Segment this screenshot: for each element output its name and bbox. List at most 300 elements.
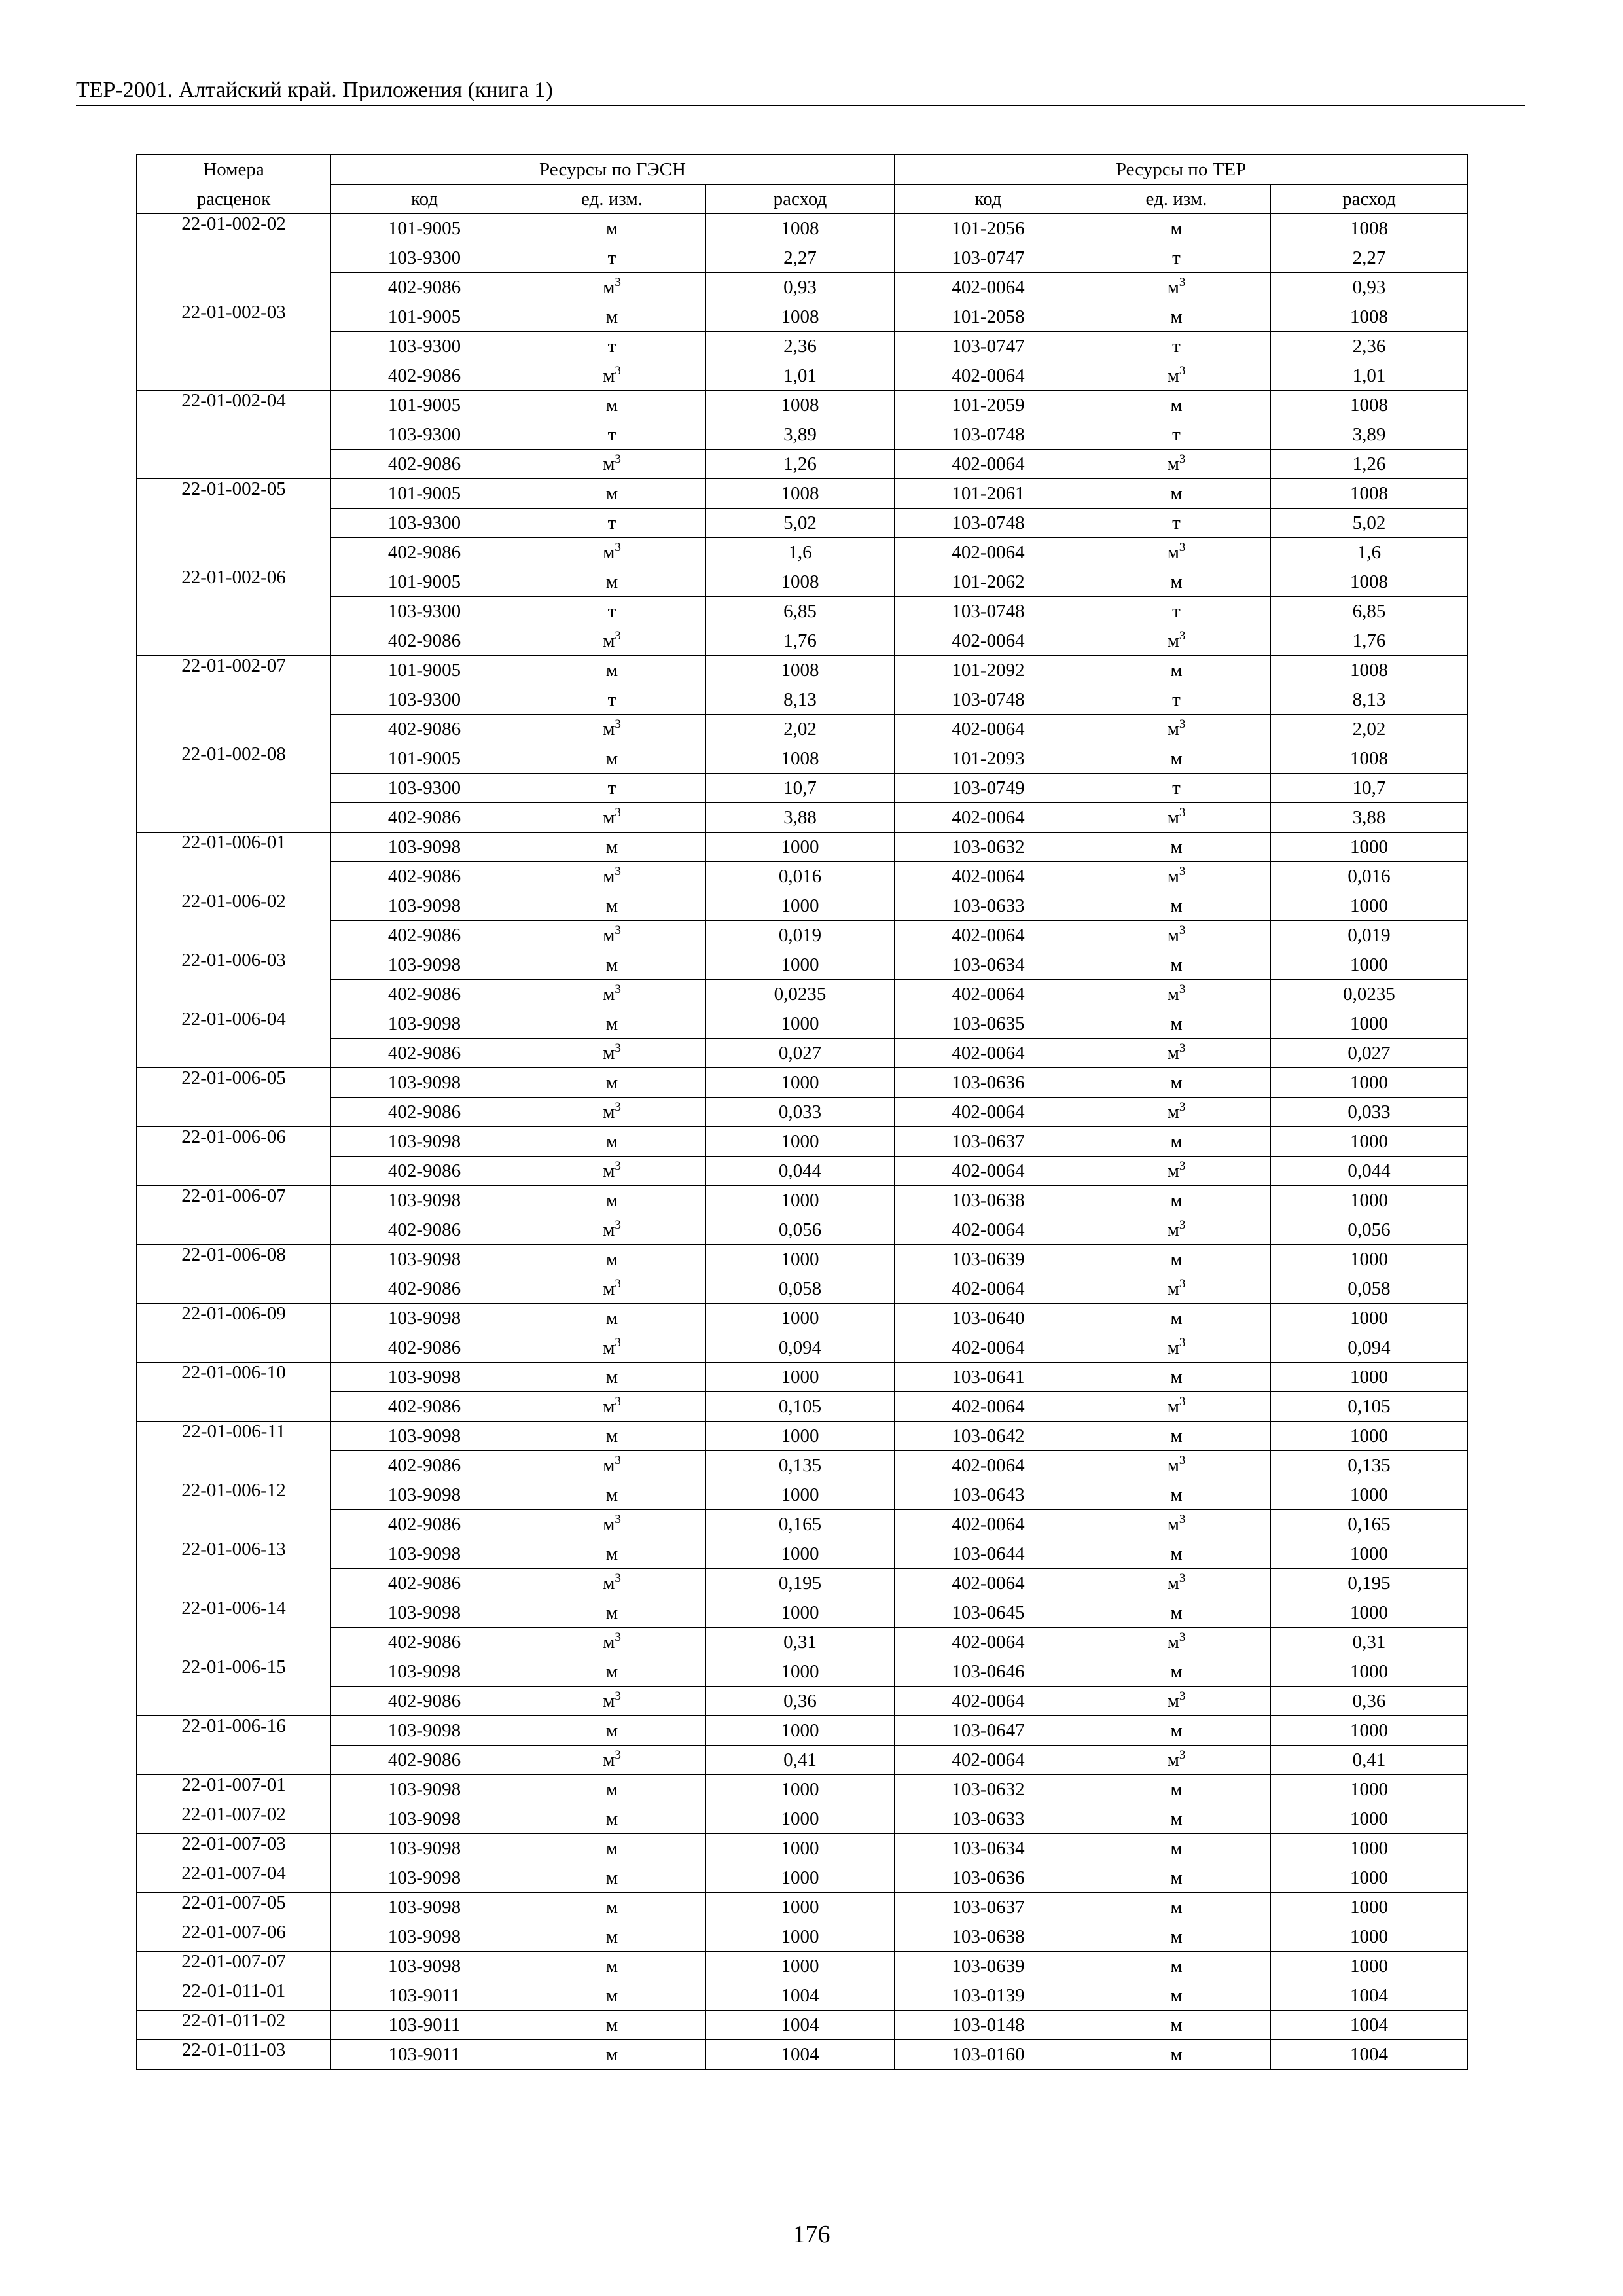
gesn-unit-cell: м [518, 2011, 706, 2040]
gesn-amount-cell: 1000 [706, 1127, 895, 1157]
ter-unit-cell: м [1082, 1245, 1271, 1274]
header-ter-amount: расход [1271, 185, 1468, 214]
gesn-unit-cell: м [518, 1657, 706, 1687]
header-gesn-amount: расход [706, 185, 895, 214]
gesn-amount-cell: 0,033 [706, 1098, 895, 1127]
ter-code-cell: 402-0064 [895, 1451, 1082, 1480]
gesn-unit-cell: м [518, 1245, 706, 1274]
table-row [137, 1480, 1468, 1510]
ter-unit-cell: т [1082, 243, 1271, 273]
ter-code-cell: 103-0748 [895, 685, 1082, 715]
gesn-code-cell: 402-9086 [331, 715, 518, 744]
gesn-code-cell: 103-9098 [331, 1539, 518, 1569]
rate-number-cell: 22-01-006-02 [137, 891, 331, 950]
table-row [137, 420, 1468, 450]
gesn-code-cell: 103-9098 [331, 1952, 518, 1981]
ter-unit-cell: м [1082, 891, 1271, 921]
gesn-amount-cell: 1,6 [706, 538, 895, 567]
ter-code-cell: 103-0747 [895, 243, 1082, 273]
header-ter-unit: ед. изм. [1082, 185, 1271, 214]
gesn-amount-cell: 1000 [706, 1863, 895, 1893]
ter-unit-cell: м [1082, 567, 1271, 597]
ter-code-cell: 402-0064 [895, 715, 1082, 744]
gesn-amount-cell: 1,01 [706, 361, 895, 391]
ter-amount-cell: 1000 [1271, 1804, 1468, 1834]
gesn-amount-cell: 1,76 [706, 626, 895, 656]
table-row [137, 980, 1468, 1009]
gesn-amount-cell: 1000 [706, 1422, 895, 1451]
rate-number-cell: 22-01-007-03 [137, 1834, 331, 1863]
ter-unit-cell: $м^3$ [1082, 361, 1271, 391]
table-row [137, 1952, 1468, 1981]
ter-code-cell: 402-0064 [895, 1274, 1082, 1304]
gesn-unit-cell: м [518, 1539, 706, 1569]
gesn-amount-cell: 0,027 [706, 1039, 895, 1068]
ter-unit-cell: $м^3$ [1082, 1274, 1271, 1304]
ter-amount-cell: 0,027 [1271, 1039, 1468, 1068]
gesn-amount-cell: 1000 [706, 1834, 895, 1863]
gesn-code-cell: 103-9300 [331, 597, 518, 626]
gesn-amount-cell: 2,36 [706, 332, 895, 361]
ter-amount-cell: 1000 [1271, 891, 1468, 921]
ter-unit-cell: м [1082, 1186, 1271, 1215]
gesn-code-cell: 103-9300 [331, 243, 518, 273]
table-row [137, 862, 1468, 891]
gesn-amount-cell: 1008 [706, 567, 895, 597]
table-row [137, 1127, 1468, 1157]
gesn-amount-cell: 6,85 [706, 597, 895, 626]
ter-code-cell: 402-0064 [895, 803, 1082, 833]
ter-amount-cell: 0,195 [1271, 1569, 1468, 1598]
gesn-amount-cell: 0,195 [706, 1569, 895, 1598]
rate-number-cell: 22-01-007-02 [137, 1804, 331, 1834]
ter-code-cell: 402-0064 [895, 361, 1082, 391]
ter-code-cell: 402-0064 [895, 1746, 1082, 1775]
header-rate-numbers: Номера [137, 155, 331, 185]
gesn-unit-cell: м [518, 1304, 706, 1333]
ter-code-cell: 402-0064 [895, 1039, 1082, 1068]
gesn-code-cell: 103-9098 [331, 1716, 518, 1746]
gesn-unit-cell: м [518, 656, 706, 685]
gesn-unit-cell: м [518, 1834, 706, 1863]
gesn-code-cell: 103-9098 [331, 1657, 518, 1687]
gesn-unit-cell: $м^3$ [518, 1451, 706, 1480]
table-row [137, 1569, 1468, 1598]
gesn-unit-cell: т [518, 243, 706, 273]
ter-amount-cell: 1000 [1271, 1834, 1468, 1863]
ter-unit-cell: $м^3$ [1082, 1569, 1271, 1598]
ter-unit-cell: $м^3$ [1082, 1215, 1271, 1245]
ter-code-cell: 103-0640 [895, 1304, 1082, 1333]
gesn-unit-cell: $м^3$ [518, 1098, 706, 1127]
table-row [137, 567, 1468, 597]
ter-unit-cell: м [1082, 1775, 1271, 1804]
ter-unit-cell: м [1082, 1893, 1271, 1922]
ter-code-cell: 103-0636 [895, 1068, 1082, 1098]
ter-amount-cell: 1,01 [1271, 361, 1468, 391]
ter-unit-cell: м [1082, 1598, 1271, 1628]
gesn-code-cell: 101-9005 [331, 479, 518, 509]
gesn-unit-cell: м [518, 567, 706, 597]
gesn-unit-cell: $м^3$ [518, 1333, 706, 1363]
gesn-amount-cell: 0,019 [706, 921, 895, 950]
gesn-code-cell: 402-9086 [331, 626, 518, 656]
ter-unit-cell: $м^3$ [1082, 803, 1271, 833]
ter-amount-cell: 1000 [1271, 1068, 1468, 1098]
ter-code-cell: 402-0064 [895, 1628, 1082, 1657]
gesn-code-cell: 103-9098 [331, 1422, 518, 1451]
gesn-code-cell: 103-9011 [331, 2011, 518, 2040]
ter-code-cell: 103-0647 [895, 1716, 1082, 1746]
gesn-amount-cell: 0,058 [706, 1274, 895, 1304]
table-row [137, 1657, 1468, 1687]
ter-unit-cell: м [1082, 1952, 1271, 1981]
ter-amount-cell: 1008 [1271, 391, 1468, 420]
table-row [137, 891, 1468, 921]
table-row [137, 1687, 1468, 1716]
gesn-unit-cell: т [518, 597, 706, 626]
gesn-amount-cell: 0,016 [706, 862, 895, 891]
table-row [137, 1068, 1468, 1098]
ter-code-cell: 103-0635 [895, 1009, 1082, 1039]
ter-code-cell: 402-0064 [895, 921, 1082, 950]
gesn-code-cell: 103-9098 [331, 1480, 518, 1510]
rate-number-cell: 22-01-002-05 [137, 479, 331, 567]
ter-amount-cell: 1008 [1271, 214, 1468, 243]
ter-amount-cell: 5,02 [1271, 509, 1468, 538]
table-head [137, 155, 1468, 214]
gesn-code-cell: 402-9086 [331, 1274, 518, 1304]
table-row [137, 685, 1468, 715]
ter-code-cell: 103-0633 [895, 1804, 1082, 1834]
ter-amount-cell: 1000 [1271, 1186, 1468, 1215]
ter-amount-cell: 10,7 [1271, 774, 1468, 803]
gesn-amount-cell: 1000 [706, 1775, 895, 1804]
rate-number-cell: 22-01-006-11 [137, 1422, 331, 1480]
ter-code-cell: 402-0064 [895, 626, 1082, 656]
gesn-amount-cell: 1008 [706, 479, 895, 509]
gesn-amount-cell: 3,89 [706, 420, 895, 450]
ter-code-cell: 103-0641 [895, 1363, 1082, 1392]
ter-amount-cell: 1004 [1271, 1981, 1468, 2011]
gesn-code-cell: 103-9098 [331, 1775, 518, 1804]
gesn-unit-cell: $м^3$ [518, 803, 706, 833]
ter-amount-cell: 0,044 [1271, 1157, 1468, 1186]
ter-amount-cell: 1000 [1271, 1245, 1468, 1274]
table-row [137, 361, 1468, 391]
ter-unit-cell: $м^3$ [1082, 715, 1271, 744]
gesn-amount-cell: 0,044 [706, 1157, 895, 1186]
ter-amount-cell: 1000 [1271, 833, 1468, 862]
gesn-code-cell: 402-9086 [331, 1628, 518, 1657]
gesn-unit-cell: м [518, 391, 706, 420]
ter-amount-cell: 0,056 [1271, 1215, 1468, 1245]
gesn-amount-cell: 5,02 [706, 509, 895, 538]
table-row [137, 1775, 1468, 1804]
table-row [137, 921, 1468, 950]
ter-amount-cell: 0,93 [1271, 273, 1468, 302]
ter-unit-cell: м [1082, 2040, 1271, 2070]
gesn-amount-cell: 0,094 [706, 1333, 895, 1363]
ter-amount-cell: 1004 [1271, 2040, 1468, 2070]
table-row [137, 744, 1468, 774]
gesn-unit-cell: м [518, 1186, 706, 1215]
ter-unit-cell: м [1082, 1304, 1271, 1333]
table-row [137, 1804, 1468, 1834]
ter-code-cell: 101-2056 [895, 214, 1082, 243]
ter-unit-cell: м [1082, 1657, 1271, 1687]
table-row [137, 1304, 1468, 1333]
gesn-amount-cell: 1,26 [706, 450, 895, 479]
rate-number-cell: 22-01-002-03 [137, 302, 331, 391]
ter-unit-cell: $м^3$ [1082, 1628, 1271, 1657]
ter-unit-cell: $м^3$ [1082, 1392, 1271, 1422]
gesn-code-cell: 103-9098 [331, 1863, 518, 1893]
gesn-code-cell: 103-9011 [331, 1981, 518, 2011]
gesn-unit-cell: м [518, 214, 706, 243]
rate-number-cell: 22-01-006-12 [137, 1480, 331, 1539]
gesn-code-cell: 103-9098 [331, 1186, 518, 1215]
table-row [137, 538, 1468, 567]
header-gesn-resources: Ресурсы по ГЭСН [331, 155, 895, 185]
gesn-amount-cell: 1000 [706, 1598, 895, 1628]
table-row [137, 1981, 1468, 2011]
gesn-unit-cell: м [518, 1981, 706, 2011]
gesn-unit-cell: м [518, 1775, 706, 1804]
gesn-unit-cell: т [518, 685, 706, 715]
ter-code-cell: 101-2092 [895, 656, 1082, 685]
header-ter-code: код [895, 185, 1082, 214]
ter-amount-cell: 0,019 [1271, 921, 1468, 950]
gesn-code-cell: 101-9005 [331, 391, 518, 420]
table-row [137, 1628, 1468, 1657]
ter-code-cell: 101-2093 [895, 744, 1082, 774]
table-row [137, 1922, 1468, 1952]
rate-number-cell: 22-01-007-05 [137, 1893, 331, 1922]
ter-code-cell: 101-2061 [895, 479, 1082, 509]
ter-amount-cell: 2,36 [1271, 332, 1468, 361]
ter-unit-cell: м [1082, 1068, 1271, 1098]
ter-amount-cell: 6,85 [1271, 597, 1468, 626]
table-row [137, 1451, 1468, 1480]
gesn-code-cell: 402-9086 [331, 273, 518, 302]
gesn-amount-cell: 1000 [706, 1009, 895, 1039]
gesn-code-cell: 103-9098 [331, 1068, 518, 1098]
ter-amount-cell: 2,02 [1271, 715, 1468, 744]
ter-code-cell: 402-0064 [895, 1157, 1082, 1186]
ter-amount-cell: 1000 [1271, 1422, 1468, 1451]
ter-amount-cell: 1000 [1271, 1009, 1468, 1039]
rate-number-cell: 22-01-006-10 [137, 1363, 331, 1422]
rate-number-cell: 22-01-002-04 [137, 391, 331, 479]
ter-code-cell: 103-0748 [895, 597, 1082, 626]
ter-unit-cell: м [1082, 744, 1271, 774]
gesn-amount-cell: 1008 [706, 302, 895, 332]
table-row [137, 214, 1468, 243]
gesn-amount-cell: 0,41 [706, 1746, 895, 1775]
gesn-code-cell: 103-9098 [331, 1922, 518, 1952]
table-row [137, 597, 1468, 626]
ter-amount-cell: 1000 [1271, 1952, 1468, 1981]
ter-amount-cell: 1000 [1271, 1304, 1468, 1333]
ter-unit-cell: м [1082, 1981, 1271, 2011]
ter-amount-cell: 1000 [1271, 1363, 1468, 1392]
rate-number-cell: 22-01-006-15 [137, 1657, 331, 1716]
gesn-code-cell: 402-9086 [331, 921, 518, 950]
ter-amount-cell: 0,094 [1271, 1333, 1468, 1363]
ter-unit-cell: $м^3$ [1082, 1039, 1271, 1068]
table-row [137, 1363, 1468, 1392]
table-row [137, 2040, 1468, 2070]
gesn-amount-cell: 1008 [706, 214, 895, 243]
table-row [137, 243, 1468, 273]
ter-amount-cell: 1008 [1271, 744, 1468, 774]
rate-number-cell: 22-01-006-16 [137, 1716, 331, 1775]
ter-code-cell: 402-0064 [895, 1569, 1082, 1598]
table-row [137, 479, 1468, 509]
table-row [137, 833, 1468, 862]
gesn-unit-cell: м [518, 1922, 706, 1952]
gesn-code-cell: 103-9098 [331, 1893, 518, 1922]
gesn-unit-cell: т [518, 509, 706, 538]
table-row [137, 1746, 1468, 1775]
ter-amount-cell: 1000 [1271, 950, 1468, 980]
gesn-amount-cell: 1000 [706, 1893, 895, 1922]
ter-unit-cell: $м^3$ [1082, 921, 1271, 950]
ter-unit-cell: $м^3$ [1082, 1098, 1271, 1127]
ter-code-cell: 402-0064 [895, 862, 1082, 891]
ter-amount-cell: 1008 [1271, 479, 1468, 509]
gesn-amount-cell: 1000 [706, 1245, 895, 1274]
ter-amount-cell: 1000 [1271, 1716, 1468, 1746]
ter-amount-cell: 2,27 [1271, 243, 1468, 273]
table-row [137, 1215, 1468, 1245]
gesn-code-cell: 103-9098 [331, 1834, 518, 1863]
ter-unit-cell: м [1082, 1422, 1271, 1451]
ter-code-cell: 402-0064 [895, 1687, 1082, 1716]
gesn-code-cell: 103-9098 [331, 1127, 518, 1157]
rate-number-cell: 22-01-006-06 [137, 1127, 331, 1186]
ter-amount-cell: 1000 [1271, 1127, 1468, 1157]
ter-unit-cell: т [1082, 685, 1271, 715]
gesn-amount-cell: 1008 [706, 656, 895, 685]
ter-code-cell: 103-0634 [895, 950, 1082, 980]
gesn-code-cell: 103-9098 [331, 1245, 518, 1274]
table-row [137, 1510, 1468, 1539]
ter-code-cell: 103-0642 [895, 1422, 1082, 1451]
ter-unit-cell: т [1082, 774, 1271, 803]
gesn-unit-cell: $м^3$ [518, 361, 706, 391]
rate-number-cell: 22-01-006-07 [137, 1186, 331, 1245]
ter-unit-cell: т [1082, 597, 1271, 626]
gesn-code-cell: 101-9005 [331, 302, 518, 332]
table-row [137, 1039, 1468, 1068]
ter-unit-cell: т [1082, 332, 1271, 361]
gesn-code-cell: 402-9086 [331, 1451, 518, 1480]
ter-code-cell: 103-0636 [895, 1863, 1082, 1893]
ter-unit-cell: м [1082, 1863, 1271, 1893]
ter-amount-cell: 0,105 [1271, 1392, 1468, 1422]
ter-code-cell: 101-2058 [895, 302, 1082, 332]
gesn-amount-cell: 0,31 [706, 1628, 895, 1657]
gesn-code-cell: 103-9098 [331, 1804, 518, 1834]
rate-number-cell: 22-01-007-07 [137, 1952, 331, 1981]
ter-code-cell: 103-0643 [895, 1480, 1082, 1510]
table-row [137, 1834, 1468, 1863]
ter-unit-cell: м [1082, 833, 1271, 862]
gesn-unit-cell: $м^3$ [518, 1392, 706, 1422]
gesn-code-cell: 402-9086 [331, 980, 518, 1009]
header-gesn-unit: ед. изм. [518, 185, 706, 214]
rate-number-cell: 22-01-006-08 [137, 1245, 331, 1304]
gesn-amount-cell: 0,105 [706, 1392, 895, 1422]
table-row [137, 450, 1468, 479]
ter-unit-cell: м [1082, 1009, 1271, 1039]
ter-amount-cell: 1,76 [1271, 626, 1468, 656]
rate-number-cell: 22-01-006-14 [137, 1598, 331, 1657]
table-row [137, 1598, 1468, 1628]
ter-code-cell: 101-2059 [895, 391, 1082, 420]
ter-unit-cell: м [1082, 1834, 1271, 1863]
ter-amount-cell: 1000 [1271, 1480, 1468, 1510]
gesn-code-cell: 103-9300 [331, 509, 518, 538]
table-row [137, 1186, 1468, 1215]
ter-amount-cell: 1000 [1271, 1598, 1468, 1628]
gesn-code-cell: 103-9300 [331, 774, 518, 803]
ter-amount-cell: 0,36 [1271, 1687, 1468, 1716]
ter-code-cell: 103-0638 [895, 1922, 1082, 1952]
gesn-code-cell: 103-9098 [331, 833, 518, 862]
gesn-code-cell: 402-9086 [331, 1098, 518, 1127]
gesn-code-cell: 101-9005 [331, 656, 518, 685]
gesn-code-cell: 402-9086 [331, 1746, 518, 1775]
gesn-unit-cell: м [518, 302, 706, 332]
table-row [137, 1245, 1468, 1274]
table-row [137, 774, 1468, 803]
ter-code-cell: 103-0749 [895, 774, 1082, 803]
gesn-code-cell: 402-9086 [331, 1569, 518, 1598]
gesn-amount-cell: 0,135 [706, 1451, 895, 1480]
rate-number-cell: 22-01-011-03 [137, 2040, 331, 2070]
table-row [137, 1392, 1468, 1422]
ter-unit-cell: м [1082, 2011, 1271, 2040]
gesn-amount-cell: 0,93 [706, 273, 895, 302]
gesn-amount-cell: 1004 [706, 2011, 895, 2040]
ter-code-cell: 402-0064 [895, 1098, 1082, 1127]
table-row [137, 803, 1468, 833]
gesn-unit-cell: $м^3$ [518, 715, 706, 744]
ter-code-cell: 402-0064 [895, 1392, 1082, 1422]
gesn-amount-cell: 1000 [706, 950, 895, 980]
table-row [137, 1893, 1468, 1922]
ter-code-cell: 103-0148 [895, 2011, 1082, 2040]
table-row [137, 273, 1468, 302]
gesn-unit-cell: $м^3$ [518, 1157, 706, 1186]
gesn-unit-cell: $м^3$ [518, 1215, 706, 1245]
table-row [137, 656, 1468, 685]
ter-amount-cell: 3,89 [1271, 420, 1468, 450]
gesn-unit-cell: т [518, 420, 706, 450]
header-ter-resources: Ресурсы по ТЕР [895, 155, 1468, 185]
gesn-code-cell: 103-9098 [331, 1363, 518, 1392]
ter-unit-cell: м [1082, 1480, 1271, 1510]
gesn-amount-cell: 1000 [706, 1186, 895, 1215]
gesn-amount-cell: 1000 [706, 1716, 895, 1746]
gesn-amount-cell: 1000 [706, 1922, 895, 1952]
gesn-unit-cell: $м^3$ [518, 1274, 706, 1304]
gesn-code-cell: 103-9300 [331, 685, 518, 715]
ter-code-cell: 103-0747 [895, 332, 1082, 361]
